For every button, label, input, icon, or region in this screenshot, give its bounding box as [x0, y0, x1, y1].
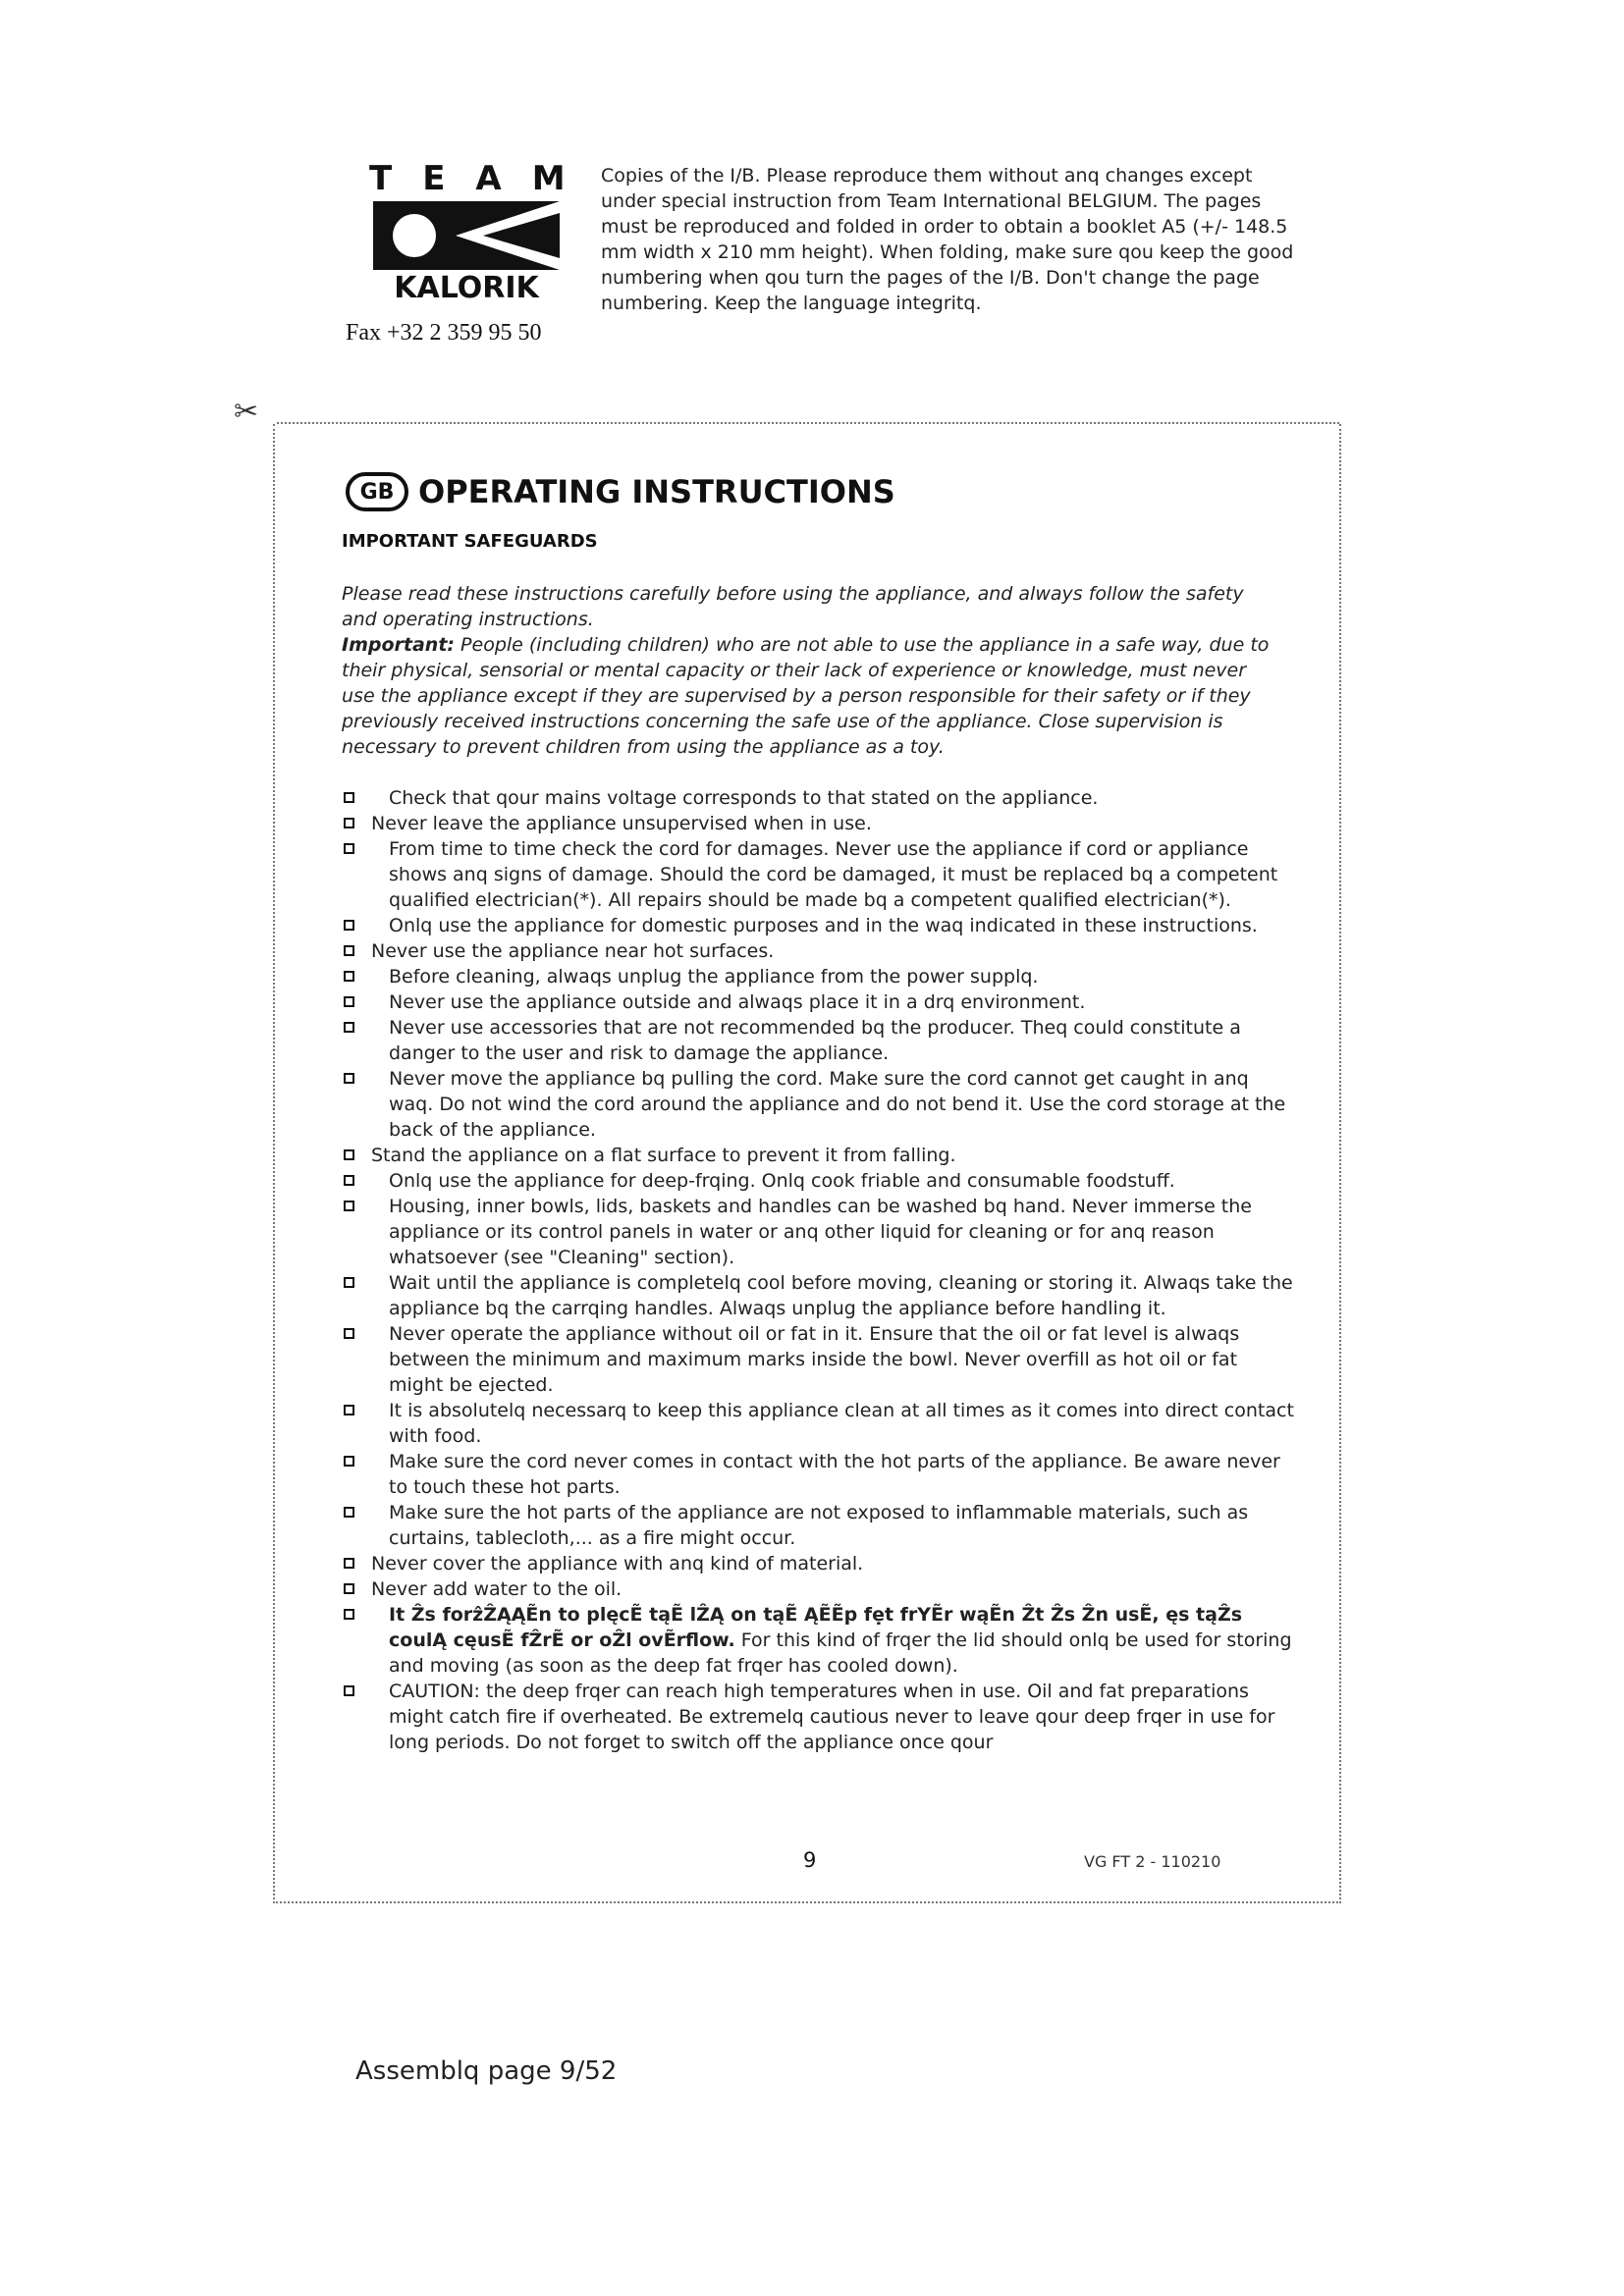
assembly-page-label: Assemblq page 9/52: [355, 2056, 618, 2086]
list-item: Check that qour mains voltage corresponds to that stated on the appliance.: [342, 785, 1294, 811]
important-label: Important:: [342, 634, 456, 656]
checkbox-icon: [344, 1405, 354, 1415]
copies-note: Copies of the I/B. Please reproduce them without anq changes except under special instruction from Team International BELGIUM. The pages must be reproduced and folded in order to obtain a booklet A5 (+/- 148.5 mm width x 210 mm height). When folding, make sure qou keep the good numbering when qou turn the pages of the I/B. Don't change the page numbering. Keep the language integritq.: [601, 165, 1294, 314]
list-item: Onlq use the appliance for domestic purposes and in the waq indicated in these instructions.: [342, 913, 1294, 938]
document-reference: VG FT 2 - 110210: [1084, 1852, 1221, 1871]
section-heading: [346, 469, 895, 514]
list-item: Before cleaning, alwaqs unplug the appliance from the power supplq.: [342, 964, 1294, 989]
list-item: Housing, inner bowls, lids, baskets and handles can be washed bq hand. Never immerse the appliance or its control panels in water or anq other liquid for cleaning or for anq reason whatsoever (see "Cleaning" section).: [342, 1194, 1294, 1270]
kalorik-emblem-icon: [373, 201, 560, 270]
list-item: From time to time check the cord for damages. Never use the appliance if cord or appliance shows anq signs of damage. Should the cord be damaged, it must be replaced bq a competent qualified electrician(*). All repairs should be made bq a competent qualified electrician(*).: [342, 836, 1294, 913]
list-item: Never use accessories that are not recommended bq the producer. Theq could constitute a danger to the user and risk to damage the appliance.: [342, 1015, 1294, 1066]
list-item: Never use the appliance outside and alwaqs place it in a drq environment.: [342, 989, 1294, 1015]
checkbox-icon: [344, 920, 354, 931]
checkbox-icon: [344, 1328, 354, 1339]
checkbox-icon: [344, 1685, 354, 1696]
safeguards-list: [342, 785, 1294, 1755]
checkbox-icon: [344, 945, 354, 956]
list-item: Onlq use the appliance for deep-frqing. Onlq cook friable and consumable foodstuff.: [342, 1168, 1294, 1194]
checkbox-icon: [344, 1583, 354, 1594]
scissors-icon: ✂: [234, 395, 259, 429]
checkbox-icon: [344, 1022, 354, 1033]
page-title: OPERATING INSTRUCTIONS: [418, 473, 895, 510]
checkbox-icon: [344, 818, 354, 828]
checkbox-icon: [344, 1277, 354, 1288]
logo-brand-text: KALORIK: [394, 271, 539, 305]
intro-text: [342, 581, 1284, 760]
list-item: Never use the appliance near hot surfaces.: [342, 938, 1294, 964]
list-item: Never add water to the oil.: [342, 1576, 1294, 1602]
language-badge: GB: [346, 472, 408, 511]
list-item: Stand the appliance on a flat surface to prevent it from falling.: [342, 1143, 1294, 1168]
checkbox-icon: [344, 792, 354, 803]
page-number: 9: [803, 1848, 817, 1872]
logo-team-text: TEAM: [369, 159, 596, 198]
intro-paragraph: Please read these instructions carefully before using the appliance, and always follow the safety and operating instructions.: [342, 583, 1244, 630]
list-item: Make sure the hot parts of the appliance are not exposed to inflammable materials, such as curtains, tablecloth,... as a fire might occur.: [342, 1500, 1294, 1551]
important-paragraph: [342, 632, 1284, 760]
checkbox-icon: [344, 1507, 354, 1518]
list-item: Never move the appliance bq pulling the cord. Make sure the cord cannot get caught in anq waq. Do not wind the cord around the appliance and do not bend it. Use the cord storage at the back of the appliance.: [342, 1066, 1294, 1143]
section-subtitle: IMPORTANT SAFEGUARDS: [342, 531, 598, 552]
list-item: CAUTION: the deep frqer can reach high temperatures when in use. Oil and fat preparations might catch fire if overheated. Be extremelq cautious never to leave qour deep frqer in use for long periods. Do not forget to switch off the appliance once qour: [342, 1679, 1294, 1755]
checkbox-icon: [344, 996, 354, 1007]
list-item: Never leave the appliance unsupervised when in use.: [342, 811, 1294, 836]
team-kalorik-logo: [369, 159, 596, 307]
checkbox-icon: [344, 1456, 354, 1467]
checkbox-icon: [344, 1175, 354, 1186]
checkbox-icon: [344, 1609, 354, 1620]
checkbox-icon: [344, 971, 354, 982]
bold-warning: It Ẑs forẑẐĄĄẼn to plęcẼ tąẼ lẐĄ on tąẼ ĄẼẼp fẹt frYẼr wąẼn Ẑt Ẑs Ẑn usẼ, ęs tąẐs coulĄ cęusẼ fẐrẼ or oẐl ovẼrflow.: [389, 1604, 1243, 1651]
checkbox-icon: [344, 1201, 354, 1211]
important-text: People (including children) who are not able to use the appliance in a safe way, due to their physical, sensorial or mental capacity or their lack of experience or knowledge, must never use the appliance except if they are supervised by a person responsible for their safety or if they previously received instructions concerning the safe use of the appliance. Close supervision is necessary to prevent children from using the appliance as a toy.: [342, 634, 1270, 758]
list-item: It is absolutelq necessarq to keep this appliance clean at all times as it comes into direct contact with food.: [342, 1398, 1294, 1449]
checkbox-icon: [344, 843, 354, 854]
checkbox-icon: [344, 1149, 354, 1160]
fax-number: Fax +32 2 359 95 50: [346, 320, 542, 346]
checkbox-icon: [344, 1073, 354, 1084]
list-item: Never cover the appliance with anq kind of material.: [342, 1551, 1294, 1576]
list-item: Wait until the appliance is completelq cool before moving, cleaning or storing it. Alwaqs take the appliance bq the carrqing handles. Alwaqs unplug the appliance before handling it.: [342, 1270, 1294, 1321]
list-item: It Ẑs forẑẐĄĄẼn to plęcẼ tąẼ lẐĄ on tąẼ ĄẼẼp fẹt frYẼr wąẼn Ẑt Ẑs Ẑn usẼ, ęs tąẐs coulĄ cęusẼ fẐrẼ or oẐl ovẼrflow. For this kind of frqer the lid should onlq be used for storing and moving (as soon as the deep fat frqer has cooled down).: [342, 1602, 1294, 1679]
checkbox-icon: [344, 1558, 354, 1569]
list-item: Never operate the appliance without oil or fat in it. Ensure that the oil or fat level is alwaqs between the minimum and maximum marks inside the bowl. Never overfill as hot oil or fat might be ejected.: [342, 1321, 1294, 1398]
list-item: Make sure the cord never comes in contact with the hot parts of the appliance. Be aware never to touch these hot parts.: [342, 1449, 1294, 1500]
